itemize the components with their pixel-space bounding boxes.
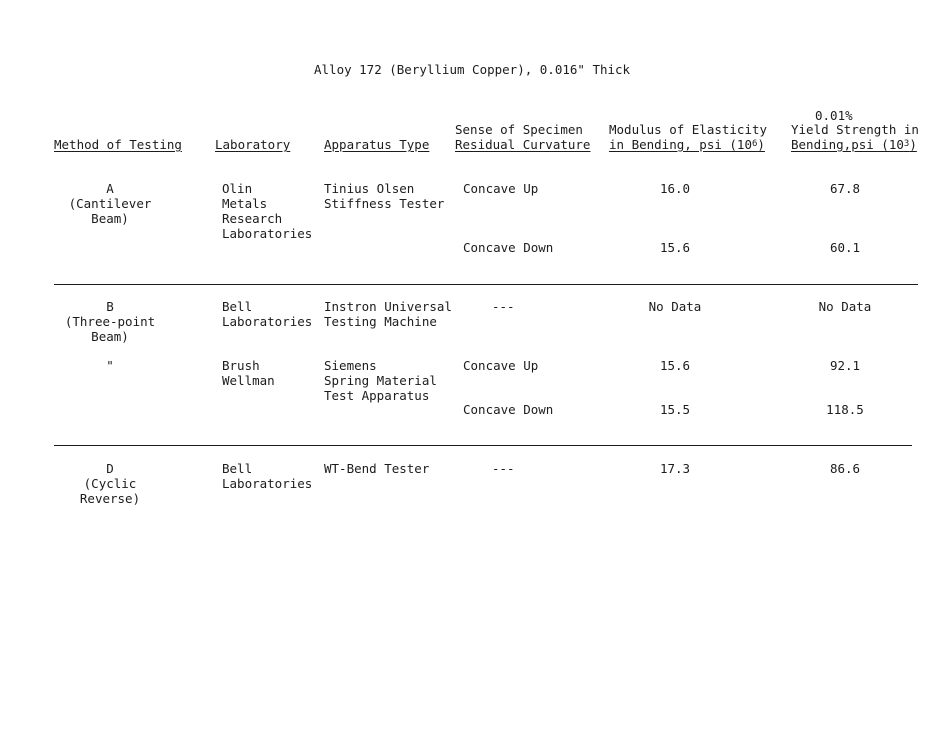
yield-cell: 92.1 xyxy=(829,358,861,373)
sense-cell: Concave Up xyxy=(463,358,539,373)
yield-cell: 60.1 xyxy=(829,240,861,255)
header-yield-line2: Yield Strength in xyxy=(791,122,919,137)
sense-cell: --- xyxy=(492,461,515,476)
modulus-cell: 15.6 xyxy=(659,240,691,255)
laboratory-cell: Brush Wellman xyxy=(222,358,275,388)
page-title: Alloy 172 (Beryllium Copper), 0.016" Thick xyxy=(314,62,631,77)
sense-cell: Concave Down xyxy=(463,240,554,255)
method-label: A (Cantilever Beam) xyxy=(68,181,152,226)
sense-cell: --- xyxy=(492,299,515,314)
yield-cell: 67.8 xyxy=(829,181,861,196)
laboratory-cell: Bell Laboratories xyxy=(222,461,313,491)
header-yield-suffix: ) xyxy=(909,137,917,152)
header-modulus-line2 xyxy=(609,137,765,152)
yield-cell: 118.5 xyxy=(826,402,864,417)
header-laboratory: Laboratory xyxy=(215,137,291,152)
ditto-mark: " xyxy=(106,358,114,373)
modulus-cell: 17.3 xyxy=(659,461,691,476)
header-yield-line3 xyxy=(791,137,917,152)
method-label: D (Cyclic Reverse) xyxy=(79,461,141,506)
header-modulus-line1: Modulus of Elasticity xyxy=(609,122,768,137)
header-modulus-prefix: in Bending, psi (10 xyxy=(609,137,752,152)
apparatus-cell: Siemens Spring Material Test Apparatus xyxy=(324,358,437,403)
method-label: B (Three-point Beam) xyxy=(64,299,156,344)
header-yield-prefix: Bending,psi (10 xyxy=(791,137,904,152)
laboratory-cell: Bell Laboratories xyxy=(222,299,313,329)
header-yield-exponent: 3 xyxy=(903,139,910,149)
sense-cell: Concave Up xyxy=(463,181,539,196)
apparatus-cell: Instron Universal Testing Machine xyxy=(324,299,452,329)
modulus-cell: 16.0 xyxy=(659,181,691,196)
divider xyxy=(54,284,918,285)
header-apparatus-type: Apparatus Type xyxy=(324,137,430,152)
yield-cell: No Data xyxy=(818,299,872,314)
header-modulus-suffix: ) xyxy=(757,137,765,152)
modulus-cell: No Data xyxy=(648,299,702,314)
modulus-cell: 15.6 xyxy=(659,358,691,373)
modulus-cell: 15.5 xyxy=(659,402,691,417)
header-modulus-exponent: 6 xyxy=(752,139,758,149)
header-method-of-testing: Method of Testing xyxy=(54,137,182,152)
divider xyxy=(54,445,912,446)
header-sense-line2: Residual Curvature xyxy=(455,137,591,152)
header-yield-line1: 0.01% xyxy=(815,108,853,123)
yield-cell: 86.6 xyxy=(829,461,861,476)
apparatus-cell: WT-Bend Tester xyxy=(324,461,430,476)
header-sense-line1: Sense of Specimen xyxy=(455,122,583,137)
laboratory-cell: Olin Metals Research Laboratories xyxy=(222,181,313,241)
apparatus-cell: Tinius Olsen Stiffness Tester xyxy=(324,181,445,211)
sense-cell: Concave Down xyxy=(463,402,554,417)
